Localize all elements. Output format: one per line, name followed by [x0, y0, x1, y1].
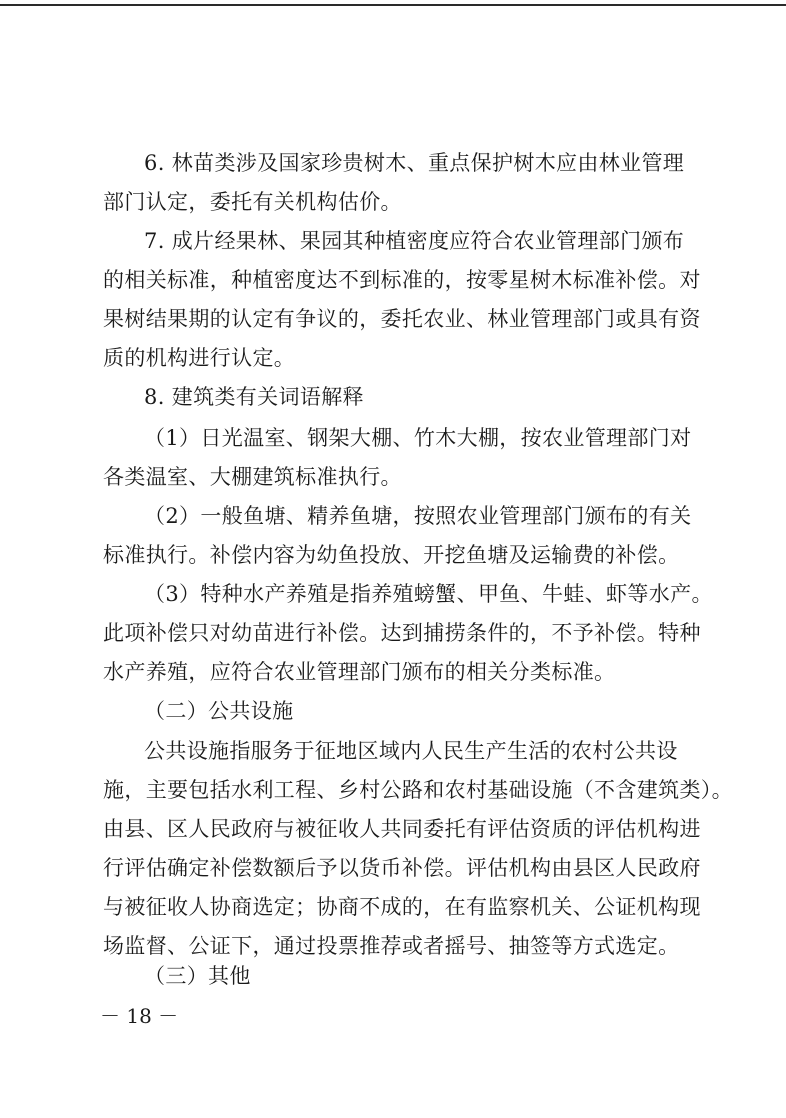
text-line-19: 行评估确定补偿数额后予以货币补偿。评估机构由县区人民政府: [103, 856, 701, 880]
text-line-20: 与被征收人协商选定；协商不成的，在有监察机关、公证机构现: [103, 895, 701, 919]
text-line-7: 8. 建筑类有关词语解释: [144, 385, 364, 409]
text-line-16: 公共设施指服务于征地区域内人民生产生活的农村公共设: [144, 739, 678, 763]
text-line-17: 施，主要包括水利工程、乡村公路和农村基础设施（不含建筑类）。: [103, 778, 733, 802]
text-line-5: 果树结果期的认定有争议的，委托农业、林业管理部门或具有资: [103, 307, 701, 331]
section-heading-other: （三）其他: [144, 964, 251, 988]
text-line-9: 各类温室、大棚建筑标准执行。: [103, 465, 402, 489]
text-line-3: 7. 成片经果林、果园其种植密度应符合农业管理部门颁布: [144, 229, 685, 253]
text-line-1: 6. 林苗类涉及国家珍贵树木、重点保护树木应由林业管理: [144, 151, 685, 175]
text-line-13: 此项补偿只对幼苗进行补偿。达到捕捞条件的，不予补偿。特种: [103, 621, 701, 645]
text-line-6: 质的机构进行认定。: [103, 346, 296, 370]
text-line-11: 标准执行。补偿内容为幼鱼投放、开挖鱼塘及运输费的补偿。: [103, 543, 680, 567]
top-border-line: [0, 4, 786, 6]
text-line-18: 由县、区人民政府与被征收人共同委托有评估资质的评估机构进: [103, 817, 701, 841]
text-line-8: （1）日光温室、钢架大棚、竹木大棚，按农业管理部门对: [144, 426, 692, 450]
text-line-10: （2）一般鱼塘、精养鱼塘，按照农业管理部门颁布的有关: [144, 504, 692, 528]
text-line-2: 部门认定，委托有关机构估价。: [103, 190, 402, 214]
text-line-21: 场监督、公证下，通过投票推荐或者摇号、抽签等方式选定。: [103, 934, 680, 958]
section-heading-public-facilities: （二）公共设施: [144, 699, 294, 723]
page-number: － 18 －: [100, 1004, 179, 1028]
text-line-4: 的相关标准，种植密度达不到标准的，按零星树木标准补偿。对: [103, 268, 701, 292]
text-line-12: （3）特种水产养殖是指养殖螃蟹、甲鱼、牛蛙、虾等水产。: [144, 582, 713, 606]
text-line-14: 水产养殖，应符合农业管理部门颁布的相关分类标准。: [103, 660, 616, 684]
